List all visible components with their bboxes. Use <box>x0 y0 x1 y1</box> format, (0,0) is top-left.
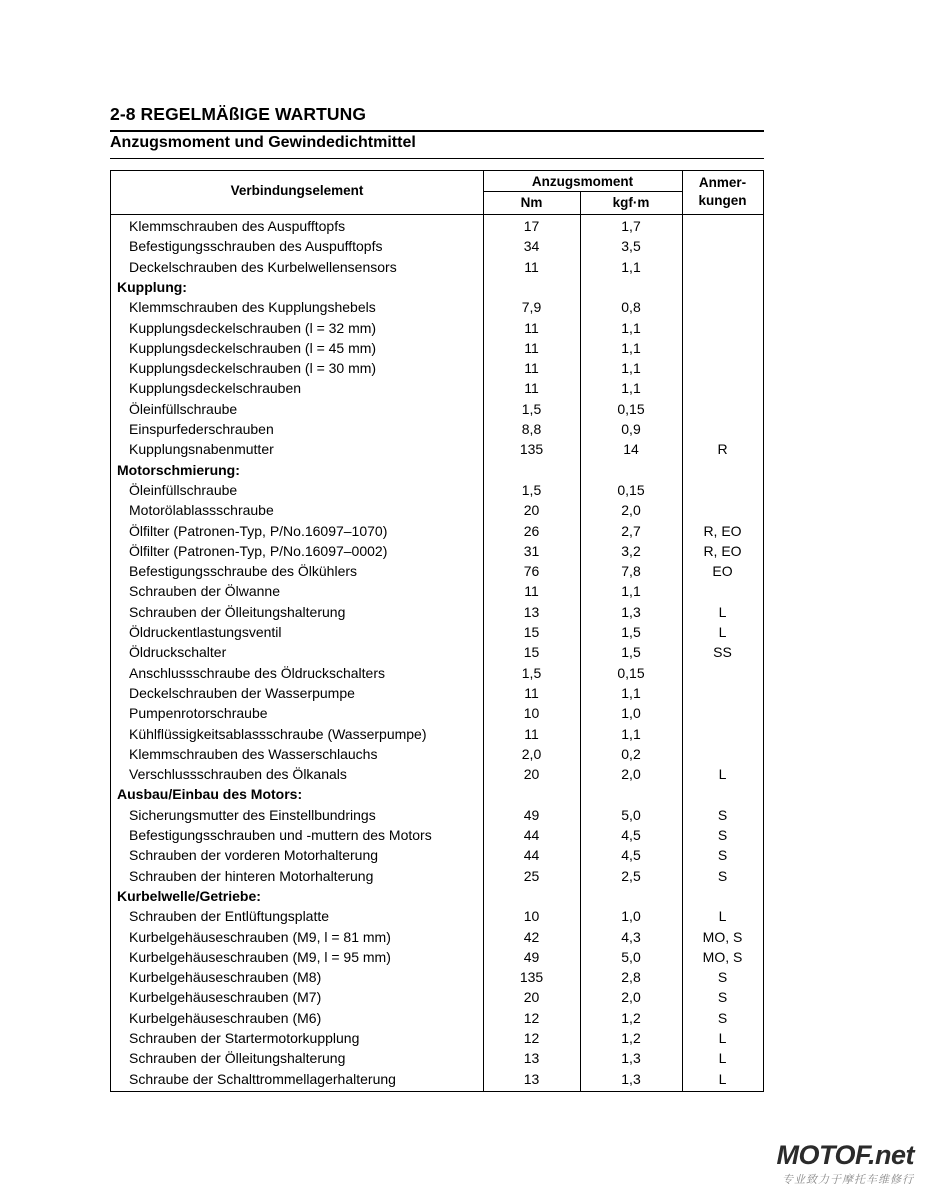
torque-nm: 11 <box>524 380 539 397</box>
table-row <box>111 236 763 256</box>
torque-kgf: 1,1 <box>621 684 641 701</box>
torque-kgf: 1,1 <box>621 583 641 600</box>
row-label: Ausbau/Einbau des Motors: <box>117 786 303 803</box>
row-label: Schrauben der Startermotorkupplung <box>129 1030 360 1046</box>
row-label: Kurbelgehäuseschrauben (M6) <box>129 1009 322 1026</box>
remarks: EO <box>712 563 733 580</box>
table-row <box>111 1069 763 1089</box>
torque-nm: 11 <box>524 339 539 356</box>
remarks: R <box>717 441 728 458</box>
group-heading <box>111 460 763 480</box>
torque-nm: 1,5 <box>521 481 542 498</box>
row-label: Motorschmierung: <box>117 461 240 478</box>
row-label: Kupplung: <box>117 278 187 295</box>
torque-nm: 49 <box>523 806 540 823</box>
group-heading <box>111 886 763 906</box>
row-label: Kupplungsdeckelschrauben (l = 45 mm) <box>129 339 377 356</box>
torque-nm: 13 <box>523 1070 540 1087</box>
remarks: R, EO <box>703 522 742 539</box>
row-label: Deckelschrauben der Wasserpumpe <box>129 684 355 701</box>
divider-torque-sub <box>483 191 682 192</box>
row-label: Befestigungsschraube des Ölkühlers <box>129 563 358 580</box>
table-row <box>111 358 763 378</box>
header-kgf: kgf·m <box>612 195 650 210</box>
torque-kgf: 3,2 <box>621 542 641 559</box>
torque-table <box>110 170 764 1092</box>
table-row <box>111 439 763 459</box>
remarks: L <box>718 1030 727 1046</box>
remarks: L <box>718 1050 727 1067</box>
table-row <box>111 987 763 1007</box>
torque-nm: 20 <box>523 502 540 519</box>
header-nm: Nm <box>520 195 543 210</box>
header-torque: Anzugsmoment <box>531 174 634 189</box>
row-label: Kühlflüssigkeitsablassschraube (Wasserpumpe) <box>129 725 427 742</box>
row-label: Anschlussschraube des Öldruckschalters <box>129 664 386 681</box>
table-row <box>111 297 763 317</box>
torque-kgf: 2,0 <box>621 766 641 783</box>
torque-kgf: 2,5 <box>621 867 641 884</box>
torque-nm: 49 <box>523 948 540 965</box>
remarks: L <box>718 908 727 925</box>
torque-nm: 1,5 <box>521 664 542 681</box>
row-label: Ölfilter (Patronen-Typ, P/No.16097–1070) <box>129 522 388 539</box>
torque-nm: 11 <box>524 684 539 701</box>
torque-nm: 13 <box>523 603 540 620</box>
torque-kgf: 1,5 <box>621 624 641 640</box>
row-label: Verschlussschrauben des Ölkanals <box>129 766 347 783</box>
row-label: Schrauben der Entlüftungsplatte <box>129 908 330 925</box>
row-label: Kupplungsdeckelschrauben (l = 32 mm) <box>129 319 377 336</box>
torque-kgf: 1,7 <box>621 218 641 234</box>
remarks: L <box>718 766 727 783</box>
remarks: S <box>717 1009 728 1026</box>
torque-kgf: 0,15 <box>617 664 645 681</box>
watermark-tagline: 专业致力于摩托车维修行 <box>782 1174 914 1186</box>
torque-kgf: 7,8 <box>621 563 641 580</box>
remarks: L <box>718 603 727 620</box>
table-row <box>111 541 763 561</box>
torque-nm: 10 <box>523 908 540 925</box>
group-heading <box>111 784 763 804</box>
subtitle-rule <box>110 158 764 159</box>
table-row <box>111 663 763 683</box>
remarks: S <box>717 989 728 1006</box>
torque-nm: 44 <box>523 847 540 864</box>
title-rule <box>110 130 764 132</box>
table-row <box>111 338 763 358</box>
subtitle: Anzugsmoment und Gewindedichtmittel <box>110 134 416 151</box>
torque-nm: 1,5 <box>521 400 542 417</box>
row-label: Schrauben der hinteren Motorhalterung <box>129 867 374 884</box>
torque-nm: 11 <box>524 258 539 275</box>
table-row <box>111 845 763 865</box>
table-row <box>111 419 763 439</box>
row-label: Pumpenrotorschraube <box>129 705 268 722</box>
table-row <box>111 602 763 622</box>
table-row <box>111 399 763 419</box>
watermark-logo <box>760 1140 920 1190</box>
torque-kgf: 4,5 <box>621 827 641 843</box>
torque-nm: 26 <box>523 522 540 539</box>
torque-kgf: 1,3 <box>621 603 641 620</box>
row-label: Einspurfederschrauben <box>129 421 274 437</box>
table-row <box>111 1048 763 1068</box>
row-label: Schrauben der Ölleitungshalterung <box>129 603 346 620</box>
torque-kgf: 4,3 <box>621 928 641 945</box>
torque-kgf: 2,0 <box>621 502 641 519</box>
table-row <box>111 683 763 703</box>
row-label: Öleinfüllschraube <box>129 400 238 417</box>
table-row <box>111 1008 763 1028</box>
row-label: Schrauben der Ölwanne <box>129 583 280 600</box>
torque-kgf: 5,0 <box>621 948 641 965</box>
torque-kgf: 0,9 <box>621 421 641 437</box>
torque-nm: 25 <box>523 867 540 884</box>
watermark-brand: MOTOF.net <box>776 1140 914 1170</box>
row-label: Schraube der Schalttrommellagerhalterung <box>129 1070 396 1087</box>
remarks: MO, S <box>702 948 743 965</box>
row-label: Ölfilter (Patronen-Typ, P/No.16097–0002) <box>129 542 388 559</box>
torque-nm: 20 <box>523 766 540 783</box>
row-label: Klemmschrauben des Auspufftopfs <box>129 218 346 234</box>
table-row <box>111 927 763 947</box>
table-row <box>111 521 763 541</box>
torque-nm: 11 <box>524 319 539 336</box>
header-element: Verbindungselement <box>230 183 364 198</box>
torque-nm: 15 <box>523 644 540 661</box>
remarks: L <box>718 1070 727 1087</box>
torque-nm: 34 <box>523 238 540 255</box>
torque-kgf: 1,0 <box>621 705 641 722</box>
torque-nm: 11 <box>524 583 539 600</box>
table-row <box>111 378 763 398</box>
row-label: Öldruckentlastungsventil <box>129 624 282 640</box>
torque-kgf: 0,15 <box>617 400 645 417</box>
torque-nm: 12 <box>523 1030 540 1046</box>
table-row <box>111 764 763 784</box>
remarks: S <box>717 867 728 884</box>
row-label: Kurbelgehäuseschrauben (M9, l = 81 mm) <box>129 928 391 945</box>
torque-kgf: 1,2 <box>621 1030 641 1046</box>
torque-nm: 42 <box>523 928 540 945</box>
torque-kgf: 3,5 <box>621 238 641 255</box>
torque-kgf: 1,0 <box>621 908 641 925</box>
torque-kgf: 2,0 <box>621 989 641 1006</box>
torque-kgf: 4,5 <box>621 847 641 864</box>
section-title: 2-8 REGELMÄßIGE WARTUNG <box>110 104 367 124</box>
row-label: Öldruckschalter <box>129 644 227 661</box>
table-row <box>111 622 763 642</box>
torque-nm: 135 <box>519 969 544 986</box>
remarks: S <box>717 847 728 864</box>
torque-kgf: 2,8 <box>621 969 641 986</box>
table-row <box>111 967 763 987</box>
remarks: MO, S <box>702 928 743 945</box>
table-row <box>111 744 763 764</box>
torque-kgf: 1,1 <box>621 380 641 397</box>
group-heading <box>111 277 763 297</box>
torque-kgf: 5,0 <box>621 806 641 823</box>
remarks: S <box>717 827 728 843</box>
remarks: S <box>717 806 728 823</box>
table-row <box>111 642 763 662</box>
torque-kgf: 0,8 <box>621 299 641 316</box>
torque-nm: 2,0 <box>521 745 542 762</box>
row-label: Schrauben der Ölleitungshalterung <box>129 1050 346 1067</box>
row-label: Klemmschrauben des Wasserschlauchs <box>129 745 378 762</box>
torque-kgf: 1,1 <box>621 725 641 742</box>
torque-kgf: 2,7 <box>621 522 641 539</box>
torque-kgf: 0,15 <box>617 481 645 498</box>
table-row <box>111 216 763 236</box>
torque-kgf: 1,3 <box>621 1050 641 1067</box>
table-row <box>111 805 763 825</box>
table-row <box>111 581 763 601</box>
row-label: Kurbelgehäuseschrauben (M9, l = 95 mm) <box>129 948 391 965</box>
row-label: Motorölablassschraube <box>129 502 274 519</box>
torque-nm: 135 <box>519 441 544 458</box>
torque-nm: 10 <box>523 705 540 722</box>
row-label: Kupplungsdeckelschrauben <box>129 380 302 397</box>
torque-nm: 15 <box>523 624 540 640</box>
torque-nm: 11 <box>524 360 539 377</box>
torque-nm: 7,9 <box>521 299 542 316</box>
table-row <box>111 1028 763 1048</box>
torque-nm: 31 <box>523 542 540 559</box>
torque-nm: 76 <box>523 563 540 580</box>
row-label: Kurbelwelle/Getriebe: <box>117 887 261 904</box>
divider-header <box>111 214 763 215</box>
table-row <box>111 561 763 581</box>
table-row <box>111 947 763 967</box>
row-label: Sicherungsmutter des Einstellbundrings <box>129 806 376 823</box>
torque-nm: 13 <box>523 1050 540 1067</box>
remarks: R, EO <box>703 542 742 559</box>
torque-kgf: 1,3 <box>621 1070 641 1087</box>
torque-kgf: 1,1 <box>621 339 641 356</box>
row-label: Befestigungsschrauben des Auspufftopfs <box>129 238 383 255</box>
table-row <box>111 703 763 723</box>
table-row <box>111 257 763 277</box>
remarks: L <box>718 624 727 640</box>
table-row <box>111 724 763 744</box>
row-label: Schrauben der vorderen Motorhalterung <box>129 847 379 864</box>
row-label: Öleinfüllschraube <box>129 481 238 498</box>
row-label: Befestigungsschrauben und -muttern des Motors <box>129 827 432 843</box>
row-label: Kupplungsnabenmutter <box>129 441 274 458</box>
row-label: Kurbelgehäuseschrauben (M8) <box>129 969 322 986</box>
torque-nm: 20 <box>523 989 540 1006</box>
torque-kgf: 1,1 <box>621 258 641 275</box>
torque-kgf: 14 <box>623 441 639 458</box>
torque-kgf: 1,2 <box>621 1009 641 1026</box>
torque-kgf: 1,1 <box>621 360 641 377</box>
header-remarks-1: Anmer- <box>698 175 747 190</box>
row-label: Klemmschrauben des Kupplungshebels <box>129 299 376 316</box>
torque-kgf: 1,1 <box>621 319 641 336</box>
remarks: SS <box>713 644 732 661</box>
torque-nm: 17 <box>523 218 540 234</box>
torque-nm: 11 <box>524 725 539 742</box>
table-row <box>111 825 763 845</box>
table-row <box>111 480 763 500</box>
header-remarks-2: kungen <box>698 193 747 208</box>
torque-nm: 8,8 <box>521 421 542 437</box>
table-row <box>111 906 763 926</box>
torque-kgf: 1,5 <box>621 644 641 661</box>
torque-nm: 44 <box>523 827 540 843</box>
row-label: Kupplungsdeckelschrauben (l = 30 mm) <box>129 360 377 377</box>
table-row <box>111 500 763 520</box>
row-label: Kurbelgehäuseschrauben (M7) <box>129 989 322 1006</box>
table-row <box>111 318 763 338</box>
remarks: S <box>717 969 728 986</box>
torque-kgf: 0,2 <box>621 745 641 762</box>
table-row <box>111 866 763 886</box>
row-label: Deckelschrauben des Kurbelwellensensors <box>129 258 397 275</box>
torque-nm: 12 <box>523 1009 540 1026</box>
